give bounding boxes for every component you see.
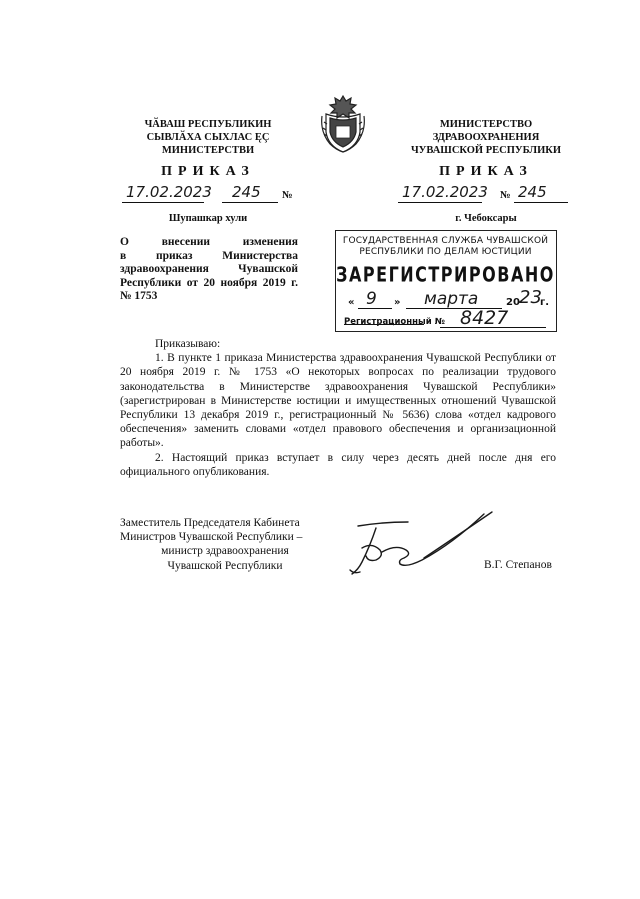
title-line: здравоохранения Чувашской — [120, 263, 298, 275]
number-right: 245 — [518, 183, 547, 201]
title-line: Республики от 20 ноября 2019 г. — [120, 276, 298, 289]
header-right-line: МИНИСТЕРСТВО — [439, 119, 533, 130]
title-line: О внесении изменения — [120, 236, 298, 248]
coat-of-arms-emblem — [318, 92, 368, 154]
signatory-position — [120, 516, 330, 573]
body-paragraph-2: 2. Настоящий приказ вступает в силу через десять дней после дня его официального опубликования. — [120, 451, 556, 478]
stamp-year-suffix: 23 — [519, 287, 542, 308]
document-body — [120, 337, 556, 479]
header-left — [120, 118, 296, 157]
signatory-name: В.Г. Степанов — [484, 559, 552, 571]
stamp-year-letter: г. — [540, 297, 550, 308]
prikaz-heading-right: ПРИКАЗ — [439, 164, 533, 179]
header-right-line: ЗДРАВООХРАНЕНИЯ — [432, 132, 540, 143]
body-paragraph-1: 1. В пункте 1 приказа Министерства здравоохранения Чувашской Республики от 20 ноября 2019 г. № 1753 «О некоторых вопросах по реализации трудового законодательства в Министерстве здравоохранения Чувашской Республики» (зарегистрирован в Министерстве юстиции и имущественных отношений Чувашской Республики 13 декабря 2019 г., регистрационный № 5636) слова «отдел кадрового обеспечения» заменить словами «отдел правового обеспечения и организационной работы». — [120, 352, 556, 450]
body-intro: Приказываю: — [155, 338, 221, 350]
stamp-org-line: ГОСУДАРСТВЕННАЯ СЛУЖБА ЧУВАШСКОЙ — [342, 236, 549, 246]
stamp-org-line: РЕСПУБЛИКИ ПО ДЕЛАМ ЮСТИЦИИ — [359, 247, 532, 257]
prikaz-heading-left: ПРИКАЗ — [161, 164, 255, 179]
stamp-month: марта — [424, 289, 479, 309]
date-left: 17.02.2023 — [126, 183, 212, 201]
stamp-organization — [336, 236, 555, 258]
header-left-line: МИНИСТЕРСТВИ — [161, 145, 255, 156]
header-right — [398, 118, 574, 157]
emblem-icon — [318, 92, 368, 154]
stamp-day: 9 — [366, 289, 377, 309]
position-line: министр здравоохранения — [161, 545, 289, 558]
stamp-reg-number: 8427 — [460, 307, 509, 329]
position-line: Министров Чувашской Республики – — [120, 531, 303, 544]
registration-stamp — [335, 230, 557, 332]
number-sign-right: № — [500, 190, 511, 201]
position-line: Заместитель Председателя Кабинета — [120, 517, 300, 529]
date-right: 17.02.2023 — [402, 183, 488, 201]
number-left: 245 — [232, 183, 261, 201]
stamp-quote-open: « — [348, 297, 355, 308]
place-right: г. Чебоксары — [455, 213, 517, 224]
header-left-line: СЫВЛӐХА СЫХЛАС ĘÇ — [146, 132, 270, 143]
number-sign-left: № — [282, 190, 293, 201]
document-title — [120, 236, 298, 304]
title-line: № 1753 — [120, 290, 158, 302]
stamp-year-prefix: 20 — [506, 297, 520, 308]
stamp-reg-label: Регистрационный № — [344, 317, 445, 327]
header-right-line: ЧУВАШСКОЙ РЕСПУБЛИКИ — [410, 145, 562, 156]
place-left: Шупашкар хули — [168, 213, 248, 224]
position-line: Чувашской Республики — [167, 559, 283, 572]
stamp-quote-close: » — [394, 297, 401, 308]
stamp-registered: ЗАРЕГИСТРИРОВАНО — [336, 262, 555, 287]
handwritten-signature — [330, 508, 510, 588]
title-line: в приказ Министерства — [120, 249, 298, 262]
signature-icon — [330, 508, 510, 588]
header-left-line: ЧӐВАШ РЕСПУБЛИКИН — [144, 119, 272, 130]
